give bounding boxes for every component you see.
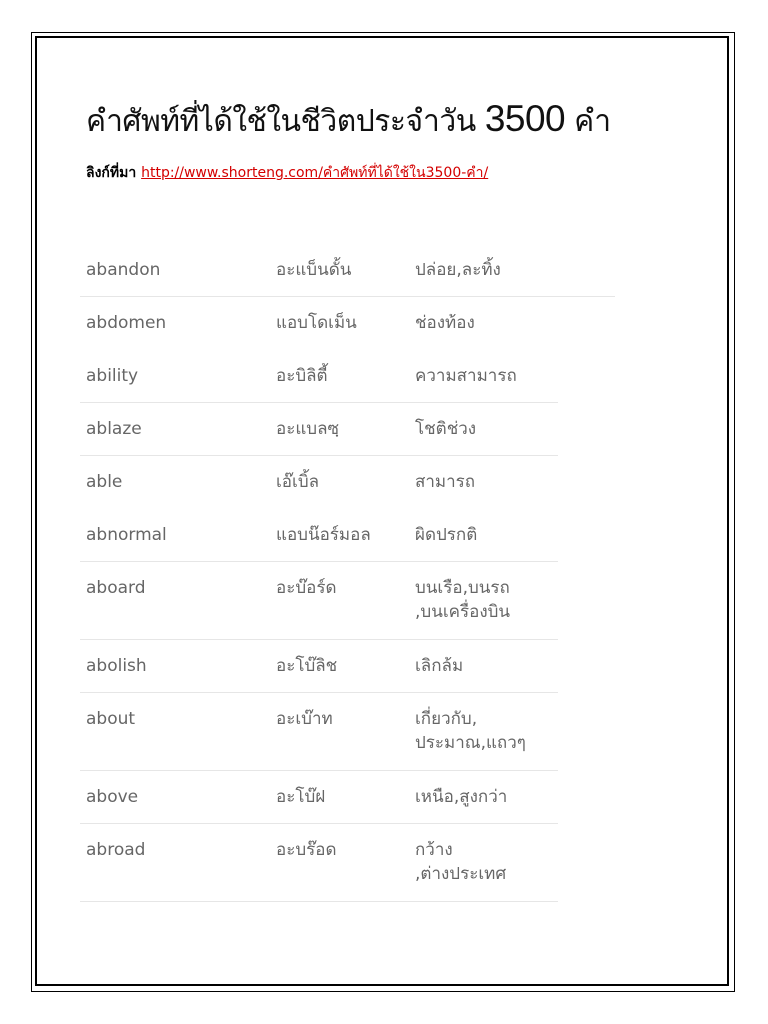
meaning-cell-line1: บนเรือ,บนรถ: [415, 578, 510, 598]
pronunciation-cell: แอบโดเม็น: [276, 313, 357, 333]
pronunciation-cell: อะโบ๊ลิช: [276, 656, 338, 676]
meaning-cell-line2: ประมาณ,แถวๆ: [415, 733, 526, 753]
word-cell: aboard: [86, 578, 146, 598]
title-number: 3500: [484, 98, 566, 139]
word-cell: abdomen: [86, 313, 167, 333]
pronunciation-cell: อะแบลซฺ: [276, 419, 340, 439]
meaning-cell-line1: เกี่ยวกับ,: [415, 709, 478, 729]
table-row: [80, 456, 558, 508]
table-row: [80, 244, 615, 297]
pronunciation-cell: อะบิลิตี้: [276, 366, 328, 386]
word-cell: above: [86, 787, 139, 807]
meaning-cell: ความสามารถ: [415, 366, 517, 386]
meaning-cell: ช่องท้อง: [415, 313, 475, 333]
table-row: [80, 693, 558, 771]
pronunciation-cell: เอ๊เบิ้ล: [276, 472, 320, 492]
pronunciation-cell: อะบร๊อด: [276, 840, 337, 860]
word-cell: abroad: [86, 840, 146, 860]
table-row: [80, 562, 558, 640]
word-cell: abnormal: [86, 525, 167, 545]
source-line: [86, 162, 488, 184]
source-label: ลิงก์ที่มา: [86, 165, 137, 181]
meaning-cell: เหนือ,สูงกว่า: [415, 787, 508, 807]
meaning-cell: สามารถ: [415, 472, 476, 492]
pronunciation-cell: อะบ๊อร์ด: [276, 578, 337, 598]
title-text: คำศัพท์ที่ได้ใช้ในชีวิตประจำวัน: [86, 104, 476, 139]
page-title: [86, 98, 611, 145]
word-cell: ability: [86, 366, 139, 386]
word-cell: abolish: [86, 656, 147, 676]
word-cell: ablaze: [86, 419, 142, 439]
source-link[interactable]: http://www.shorteng.com/คำศัพท์ที่ได้ใช้ใน3500-คำ/: [141, 165, 489, 181]
table-row: [80, 824, 558, 902]
word-cell: about: [86, 709, 136, 729]
table-row: [80, 297, 558, 349]
meaning-cell-line2: ,ต่างประเทศ: [415, 864, 507, 884]
meaning-cell: ผิดปรกติ: [415, 525, 478, 545]
meaning-cell: โชติช่วง: [415, 419, 477, 439]
table-row: [80, 640, 558, 693]
table-row: [80, 771, 558, 824]
pronunciation-cell: อะแบ็นดั้น: [276, 260, 352, 280]
meaning-cell: เลิกล้ม: [415, 656, 464, 676]
meaning-cell-line2: ,บนเครื่องบิน: [415, 602, 511, 622]
table-row: [80, 350, 558, 403]
word-cell: abandon: [86, 260, 161, 280]
pronunciation-cell: อะโบ๊ฝ: [276, 787, 326, 807]
table-row: [80, 509, 558, 562]
pronunciation-cell: แอบน๊อร์มอล: [276, 525, 371, 545]
title-suffix: คำ: [574, 104, 611, 139]
meaning-cell: ปล่อย,ละทิ้ง: [415, 260, 501, 280]
word-cell: able: [86, 472, 123, 492]
table-row: [80, 403, 558, 456]
meaning-cell-line1: กว้าง: [415, 840, 453, 860]
pronunciation-cell: อะเบ๊าท: [276, 709, 333, 729]
